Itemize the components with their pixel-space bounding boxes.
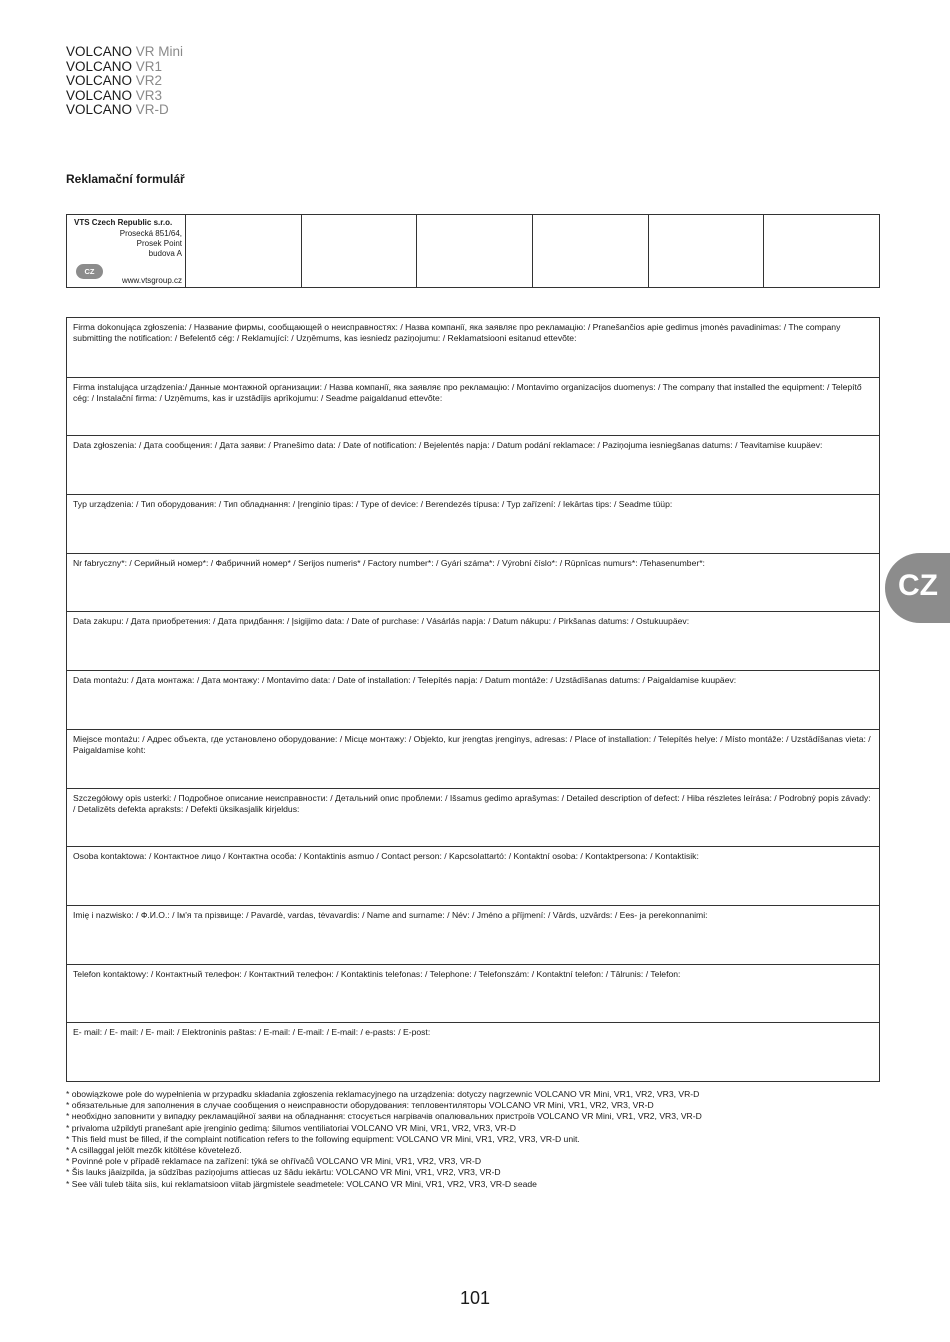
field-label: Nr fabryczny*: / Серийный номер*: / Фабричний номер* / Serijos numeris* / Factory number*: / Gyári száma*: / Výrobní číslo*: / Rūpnīcas numurs*: /Tehasenumber*: <box>73 557 705 568</box>
address-line: Prosecká 851/64, <box>119 229 182 238</box>
field-label: E- mail: / E- mail: / E- mail: / Elektroninis paštas: / E-mail: / E-mail: / E-mail: / e-pasts: / E-post: <box>73 1027 431 1038</box>
empty-cell <box>185 215 301 287</box>
field-row[interactable] <box>67 788 879 847</box>
field-row[interactable] <box>67 1022 879 1081</box>
empty-cell <box>301 215 417 287</box>
empty-cell <box>416 215 532 287</box>
field-row[interactable] <box>67 553 879 612</box>
field-label: Szczegółowy opis usterki: / Подробное описание неисправности: / Детальний опис проблеми: / Išsamus gedimo aprašymas: / Detailed description of defect: / Hiba részletes leírása: / Podrobný popis závady: / Detalizēts defekta apraksts: / Defekti üksikasjalik kirjeldus: <box>73 792 871 814</box>
empty-cell <box>532 215 648 287</box>
empty-cell <box>648 215 764 287</box>
field-label: Data zgłoszenia: / Дата сообщения: / Дата заяви: / Pranešimo data: / Date of notification: / Bejelentés napja: / Datum podání reklamace: / Paziņojuma iesniegšanas datums: / Teavitamise kuupäev: <box>73 440 823 451</box>
language-side-tab <box>885 553 950 623</box>
field-row[interactable] <box>67 494 879 553</box>
address-line: Prosek Point <box>136 239 182 248</box>
field-row[interactable] <box>67 435 879 494</box>
address-line: budova A <box>148 249 182 258</box>
model-list <box>66 45 183 118</box>
side-tab-label: CZ <box>898 569 938 602</box>
company-address <box>120 229 182 259</box>
empty-cell <box>763 215 879 287</box>
field-row[interactable] <box>67 964 879 1023</box>
field-row[interactable] <box>67 670 879 729</box>
field-row[interactable] <box>67 611 879 670</box>
field-label: Imię i nazwisko: / Ф.И.О.: / Ім'я та прізвище: / Pavardė, vardas, tėvavardis: / Name and surname: / Név: / Jméno a příjmení: / Vārds, uzvārds: / Ees- ja perekonnanimi: <box>73 909 708 920</box>
complaint-fields-table <box>66 317 880 1082</box>
field-label: Firma dokonująca zgłoszenia: / Название фирмы, сообщающей о неисправностях: / Назва компанії, яка заявляє про рекламацію: / Pranešančios apie gedimus įmonės pavadinimas: / The company submitting the notification: / Befelentő cég: / Reklamující: / Uzņēmums, kas iesniedz paziņojumu: / Reklamatsiooni esitanud ettevõte: <box>73 322 841 343</box>
page-number: 101 <box>459 1288 491 1308</box>
footnote: * необхідно заповнити у випадку рекламаційної заяви на обладнання: стосується нагрівачів опалювальних пристроїв VOLCANO VR Mini, VR1, VR2, VR3, VR-D <box>66 1111 702 1122</box>
footnote: * This field must be filled, if the complaint notification refers to the following equipment: VOLCANO VR Mini, VR1, VR2, VR3, VR-D unit. <box>66 1133 580 1144</box>
field-row[interactable] <box>67 729 879 788</box>
footnotes <box>66 1089 702 1190</box>
field-label: Firma instalująca urządzenia:/ Данные монтажной организации: / Назва компанії, яка заявляє про рекламацію: / Montavimo organizacijos duomenys: / The company that installed the equipment: / Telepítő cég: / Instalační firma: / Uzņēmums, kas ir uzstādījis aprīkojumu: / Seadme paigaldanud ettevõte: <box>73 381 862 403</box>
field-label: Miejsce montażu: / Адрес объекта, где установлено оборудование: / Місце монтажу: / Objekto, kur įrengtas įrenginys, adresas: / Place of installation: / Telepítés helye: / Místo montáže: / Uzstādīšanas vieta: / Paigaldamise koht: <box>73 733 871 755</box>
footnote: * See väli tuleb täita siis, kui reklamatsioon viitab järgmistele seadmetele: VOLCANO VR Mini, VR1, VR2, VR3, VR-D seade <box>66 1178 537 1189</box>
field-row[interactable] <box>67 846 879 905</box>
model-line: VOLCANO VR Mini <box>66 44 184 59</box>
form-title: Reklamační formulář <box>66 172 185 186</box>
company-info-cell <box>67 215 185 287</box>
field-label: Data montażu: / Дата монтажа: / Дата монтажу: / Montavimo data: / Date of installation: / Telepítés napja: / Datum montáže: / Uzstādīšanas datums: / Paigaldamise kuupäev: <box>73 675 737 686</box>
field-row[interactable] <box>67 318 879 377</box>
field-row[interactable] <box>67 377 879 436</box>
footnote: * privaloma užpildyti pranešant apie įrenginio gedimą: šilumos ventiliatoriai VOLCANO VR Mini, VR1, VR2, VR3, VR-D <box>66 1122 516 1133</box>
model-line: VOLCANO VR-D <box>66 102 169 117</box>
model-line: VOLCANO VR2 <box>66 73 163 88</box>
model-line: VOLCANO VR3 <box>66 87 163 103</box>
footnote: * обязательные для заполнения в случае сообщения о неисправности оборудования: тепловентиляторы VOLCANO VR Mini, VR1, VR2, VR3, VR-D <box>66 1100 654 1111</box>
country-badge: CZ <box>76 264 103 279</box>
footnote: * Šis lauks jāaizpilda, ja sūdzības paziņojums attiecas uz šādu iekārtu: VOLCANO VR Mini, VR1, VR2, VR3, VR-D <box>66 1167 501 1178</box>
field-label: Telefon kontaktowy: / Контактный телефон: / Контактний телефон: / Kontaktinis telefonas: / Telephone: / Telefonszám: / Kontaktní telefon: / Tālrunis: / Telefon: <box>73 968 681 979</box>
field-label: Data zakupu: / Дата приобретения: / Дата придбання: / Įsigijimo data: / Date of purchase: / Vásárlás napja: / Datum nákupu: / Pirkšanas datums: / Ostukuupäev: <box>73 616 690 627</box>
field-label: Typ urządzenia: / Тип оборудования: / Тип обладнання: / Įrenginio tipas: / Type of device: / Berendezés típusa: / Typ zařízení: / Iekārtas tips: / Seadme tüüp: <box>73 499 673 510</box>
company-name: VTS Czech Republic s.r.o. <box>74 218 173 227</box>
company-table <box>66 214 880 288</box>
footnote: * obowiązkowe pole do wypełnienia w przypadku składania zgłoszenia reklamacyjnego na urządzenia: dotyczy nagrzewnic VOLCANO VR Mini, VR1, VR2, VR3, VR-D <box>66 1089 700 1099</box>
field-row[interactable] <box>67 905 879 964</box>
company-website: www.vtsgroup.cz <box>121 276 182 285</box>
footnote: * A csillaggal jelölt mezők kitöltése követelező. <box>66 1145 242 1156</box>
model-line: VOLCANO VR1 <box>66 58 163 74</box>
field-label: Osoba kontaktowa: / Контактное лицо / Контактна особа: / Kontaktinis asmuo / Contact person: / Kapcsolattartó: / Kontaktní osoba: / Kontaktpersona: / Kontaktisik: <box>73 851 699 862</box>
footnote: * Povinné pole v případě reklamace na zařízení: týká se ohřívačů VOLCANO VR Mini, VR1, VR2, VR3, VR-D <box>66 1156 482 1167</box>
